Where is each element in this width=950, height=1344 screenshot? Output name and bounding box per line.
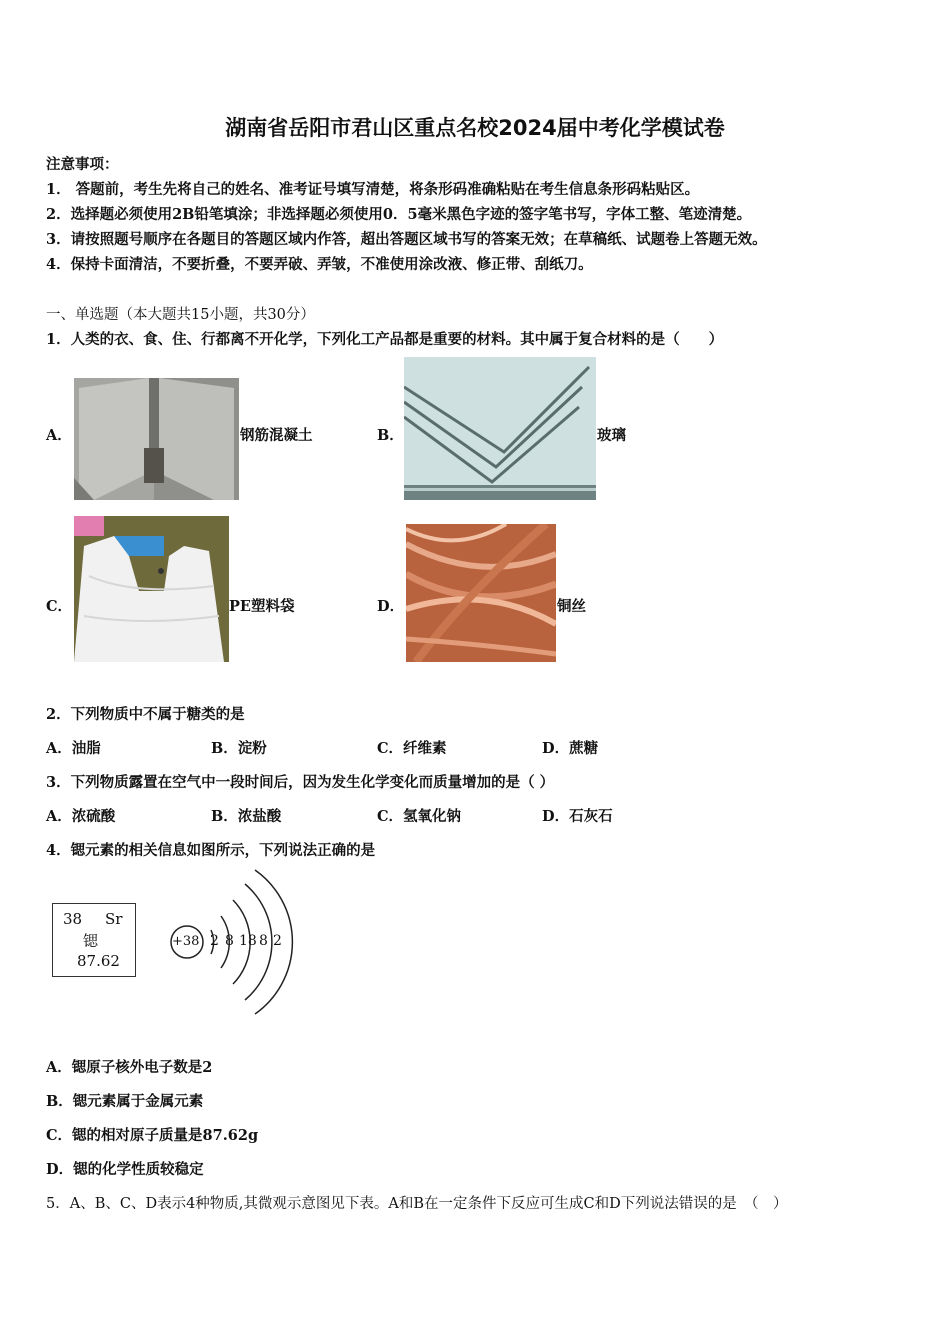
shell-1: 2 — [210, 933, 219, 949]
q2-stem: 2．下列物质中不属于糖类的是 — [46, 706, 245, 723]
glass-image — [404, 357, 596, 500]
q2-option-c: C．纤维素 — [377, 740, 447, 757]
q2-option-b: B．淀粉 — [211, 740, 267, 757]
shell-4: 8 — [259, 933, 268, 949]
q1-option-a-label: 钢筋混凝土 — [240, 427, 313, 444]
shell-5: 2 — [273, 933, 282, 949]
section-heading: 一、单选题（本大题共15小题，共30分） — [46, 307, 315, 323]
concrete-image — [74, 378, 239, 500]
exam-title: 湖南省岳阳市君山区重点名校2024届中考化学模试卷 — [225, 116, 725, 140]
q3-option-b: B．浓盐酸 — [211, 808, 282, 825]
notice-item-3: 3．请按照题号顺序在各题目的答题区域内作答，超出答题区域书写的答案无效；在草稿纸、试题卷上答题无效。 — [46, 231, 767, 248]
notice-item-4: 4．保持卡面清洁，不要折叠，不要弄破、弄皱，不准使用涂改液、修正带、刮纸刀。 — [46, 256, 593, 273]
q4-stem: 4．锶元素的相关信息如图所示，下列说法正确的是 — [46, 842, 376, 859]
q5-stem: 5．A、B、C、D表示4种物质,其微观示意图见下表。A和B在一定条件下反应可生成C和D下列说法错误的是 （ ） — [46, 1196, 788, 1212]
q1-option-b-letter: B． — [377, 427, 404, 444]
q2-option-a: A．油脂 — [46, 740, 101, 757]
q3-option-c: C．氢氧化钠 — [377, 808, 462, 825]
element-symbol: Sr — [105, 910, 123, 928]
q1-option-c-letter: C． — [46, 598, 73, 615]
element-number: 38 — [63, 910, 83, 928]
q4-option-d: D．锶的化学性质较稳定 — [46, 1161, 204, 1178]
q3-stem: 3．下列物质露置在空气中一段时间后，因为发生化学变化而质量增加的是（ ） — [46, 774, 555, 791]
atom-structure-diagram — [165, 866, 295, 1016]
element-name: 锶 — [83, 932, 99, 950]
q3-option-a: A．浓硫酸 — [46, 808, 116, 825]
element-mass: 87.62 — [77, 952, 120, 970]
q4-option-b: B．锶元素属于金属元素 — [46, 1093, 204, 1110]
notice-item-2: 2．选择题必须使用2B铅笔填涂；非选择题必须使用0．5毫米黑色字迹的签字笔书写，字体工整、笔迹清楚。 — [46, 206, 752, 223]
q4-option-c: C．锶的相对原子质量是87.62g — [46, 1127, 259, 1144]
q1-option-b-label: 玻璃 — [597, 427, 626, 444]
plastic-bag-image — [74, 516, 229, 662]
q3-option-d: D．石灰石 — [542, 808, 613, 825]
copper-wire-image — [406, 524, 556, 662]
q4-option-a: A．锶原子核外电子数是2 — [46, 1059, 213, 1076]
q1-option-d-label: 铜丝 — [557, 598, 586, 615]
q1-option-d-letter: D． — [377, 598, 405, 615]
element-card — [52, 903, 136, 977]
q1-stem: 1．人类的衣、食、住、行都离不开化学，下列化工产品都是重要的材料。其中属于复合材料的是（ ） — [46, 331, 724, 348]
shell-2: 8 — [225, 933, 234, 949]
q2-option-d: D．蔗糖 — [542, 740, 599, 757]
notice-item-1: 1． 答题前，考生先将自己的姓名、准考证号填写清楚，将条形码准确粘贴在考生信息条形码粘贴区。 — [46, 181, 700, 198]
notice-heading: 注意事项： — [46, 156, 119, 173]
atom-nucleus: +38 — [172, 934, 200, 949]
shell-3: 18 — [239, 933, 257, 949]
q1-option-a-letter: A． — [46, 427, 72, 444]
q1-option-c-label: PE塑料袋 — [229, 598, 295, 615]
